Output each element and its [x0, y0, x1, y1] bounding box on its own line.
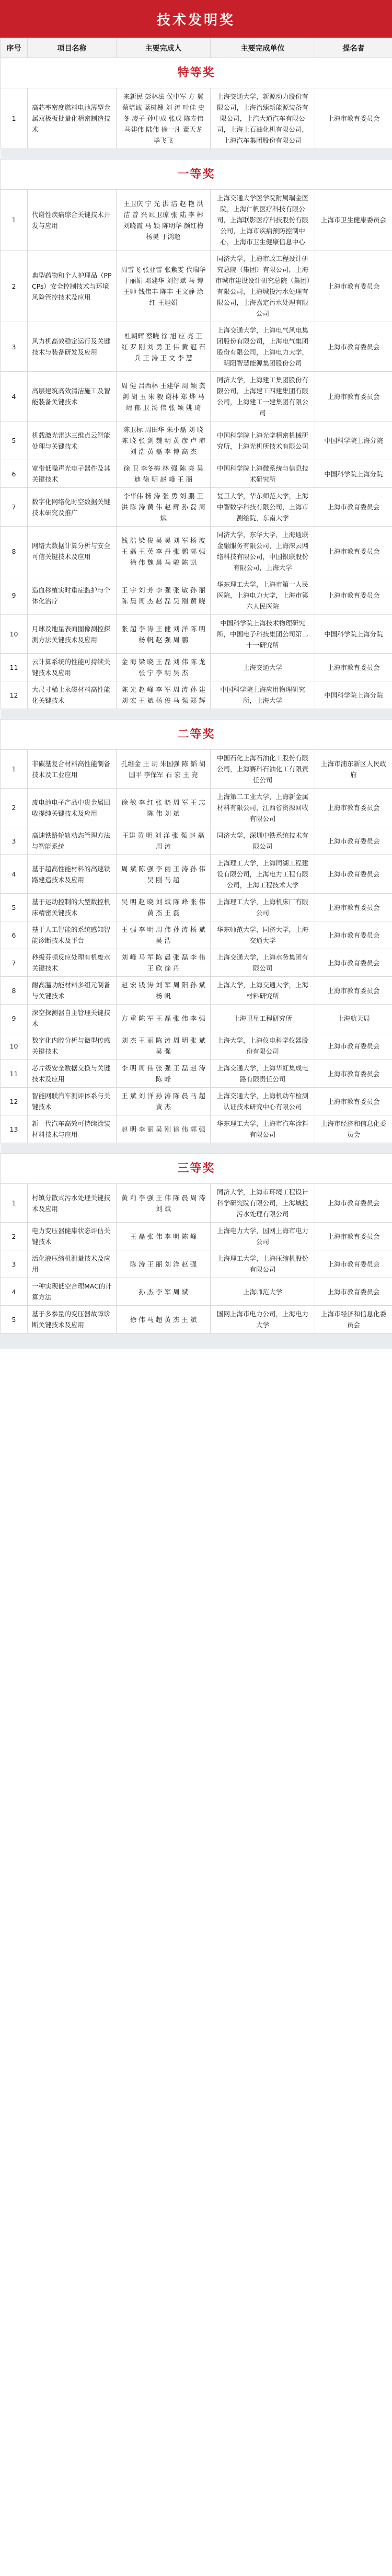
cell-nominator: 上海市教育委员会: [315, 1223, 392, 1250]
cell-project-name: 月球及地星表面图像测控探测方法关键技术及应用: [28, 615, 117, 654]
cell-project-name: 基于运动控制的大型数控机床精密关键技术: [28, 894, 117, 921]
cell-no: 3: [1, 322, 28, 372]
cell-no: 7: [1, 488, 28, 527]
cell-no: 2: [1, 250, 28, 322]
page-title-text: 技术发明奖: [156, 12, 235, 28]
cell-project-name: 村镇分散式污水处理关键技术及应用: [28, 1184, 117, 1223]
header-nominator: 提名者: [315, 38, 392, 58]
cell-project-name: 造血移植实时重症监护与个体化治疗: [28, 576, 117, 615]
cell-no: 1: [1, 1184, 28, 1223]
header-name: 项目名称: [28, 38, 117, 58]
cell-nominator: 上海市教育委员会: [315, 1184, 392, 1223]
cell-persons: 徐 卫 李冬梅 林 强 陈 亮 吴 迪 徐 明 赵 峰 王 丽: [117, 460, 211, 488]
cell-no: 12: [1, 681, 28, 709]
section-spacer-cell: [1, 1143, 392, 1154]
cell-project-name: 基于人工智能的系统感知智能诊断技术及平台: [28, 921, 117, 949]
cell-no: 5: [1, 894, 28, 921]
table-row: [1, 1250, 392, 1278]
cell-units: 上海交通大学，上海机动车检测认证技术研究中心有限公司: [211, 1088, 315, 1115]
cell-persons: 刘 杰 王 丽 陈 涛 周 明 张 斌 吴 强: [117, 1032, 211, 1060]
cell-persons: 张 超 李 涛 王 健 刘 洋 陈 明 杨 帆 赵 强 周 鹏: [117, 615, 211, 654]
cell-project-name: 机载激光雷达三维点云智能处理与关键技术: [28, 421, 117, 460]
section-spacer: [1, 149, 392, 159]
cell-no: 11: [1, 654, 28, 681]
cell-persons: 钱 浩 梁 俊 吴 昊 刘 军 杨 波 王 磊 王 英 李 丹 张 鹏 郭 强 徐 伟 魏 晨 马 骏 陈 凯: [117, 527, 211, 576]
cell-project-name: 云计算系统的性能可持续关键技术及应用: [28, 654, 117, 681]
cell-project-name: 数字化网络化时空数据关键技术研究及推广: [28, 488, 117, 527]
table-row: [1, 949, 392, 977]
cell-persons: 陈 涛 王 丽 刘 洋 赵 强: [117, 1250, 211, 1278]
cell-project-name: 耐高温功能材料多组元制备与关键技术: [28, 977, 117, 1005]
cell-persons: 陈 光 赵 峰 李 军 周 涛 孙 建 刘 宏 王 斌 杨 俊 马 强 郑 辉: [117, 681, 211, 709]
cell-nominator: 中国科学院上海分院: [315, 460, 392, 488]
cell-persons: 李 明 周 伟 张 强 王 磊 赵 涛 陈 峰: [117, 1060, 211, 1088]
cell-units: 中国科学院上海光学精密机械研究所，上海光机所技术有限公司: [211, 421, 315, 460]
cell-units: 上海第二工业大学，上海新金属材料有限公司，江西省资源回收有限公司: [211, 789, 315, 827]
cell-units: 中国科学院上海微系统与信息技术研究所: [211, 460, 315, 488]
cell-units: 上海电力大学，国网上海市电力公司: [211, 1223, 315, 1250]
table-row: [1, 421, 392, 460]
table-row: [1, 250, 392, 322]
cell-project-name: 宽带低噪声光电子器件及其关键技术: [28, 460, 117, 488]
cell-nominator: 上海市教育委员会: [315, 654, 392, 681]
table-row: [1, 1060, 392, 1088]
cell-units: 上海交通大学，上海电气风电集团股份有限公司，上海电气集团股份有限公司，上海电力大学，明阳智慧能源集团股份公司: [211, 322, 315, 372]
cell-units: 上海交通大学医学院附属瑞金医院，上海仁帆医疗科技有限公司，上海联影医疗科技股份有限公司，上海市疾病预防控制中心，上海市卫生健康信息中心: [211, 190, 315, 250]
table-row: [1, 827, 392, 855]
cell-no: 7: [1, 949, 28, 977]
cell-units: 上海师范大学: [211, 1278, 315, 1306]
table-row: [1, 1278, 392, 1306]
cell-nominator: 上海市教育委员会: [315, 88, 392, 149]
grade-heading: 三等奖: [1, 1154, 392, 1184]
cell-project-name: 高速铁路轮轨动态管理方法与智能系统: [28, 827, 117, 855]
cell-nominator: 中国科学院上海分院: [315, 421, 392, 460]
cell-units: 复旦大学，华东师范大学，上海中智数字科技有限公司，上海市测绘院，东南大学: [211, 488, 315, 527]
cell-project-name: 智能网联汽车测评体系与关键技术: [28, 1088, 117, 1115]
table-row: [1, 527, 392, 576]
cell-project-name: 高芯率密度燃料电池薄型金属双极板批量化精密制造技术: [28, 88, 117, 149]
cell-units: 同济大学，上海建工集团股份有限公司，上海建工四建集团有限公司，上海建工一建集团有限公司: [211, 372, 315, 421]
cell-nominator: 上海市教育委员会: [315, 488, 392, 527]
cell-units: 华东理工大学，上海市汽车涂料有限公司: [211, 1115, 315, 1143]
cell-units: 上海理工大学，上海压缩机股份有限公司: [211, 1250, 315, 1278]
table-row: [1, 894, 392, 921]
cell-project-name: 高层建筑高效清洁施工及智能装备关键技术: [28, 372, 117, 421]
table-row: [1, 1032, 392, 1060]
cell-persons: 王 磊 张 伟 李 明 陈 峰: [117, 1223, 211, 1250]
cell-persons: 杜朝辉 蔡晓 徐 旭 应 亮 王 红 罗 刚 刘 勇 王 伟 黄 冠 石 兵 王 涛 王 文 李 慧: [117, 322, 211, 372]
cell-units: 中国科学院上海技术物理研究所，中国电子科技集团公司第二十一研究所: [211, 615, 315, 654]
cell-no: 4: [1, 1278, 28, 1306]
cell-project-name: 典型药物和个人护理品（PPCPs）安全控制技术与环境风险管控技术及应用: [28, 250, 117, 322]
cell-units: 同济大学，上海市政工程设计研究总院（集团）有限公司，上海市城市建设设计研究总院（集团）有限公司，上海城投污水处理有限公司，上海嘉定污水处理有限公司: [211, 250, 315, 322]
table-row: [1, 1184, 392, 1223]
cell-nominator: 上海市教育委员会: [315, 949, 392, 977]
page-footer: [0, 1333, 392, 1349]
cell-persons: 孔维金 王 玥 朱国强 陈 韬 胡国平 李保军 石 宏 王 亮: [117, 750, 211, 789]
table-row: [1, 681, 392, 709]
cell-units: 上海理工大学，上海同湖工程建设有限公司，上海电力工程有限公司，上海工程技术大学: [211, 855, 315, 894]
table-row: [1, 855, 392, 894]
table-row: [1, 789, 392, 827]
cell-units: 中国科学院上海应用物理研究所，上海大学: [211, 681, 315, 709]
cell-nominator: 上海市教育委员会: [315, 789, 392, 827]
section-spacer-cell: [1, 149, 392, 159]
cell-project-name: 电力变压器健康状态评估关键技术: [28, 1223, 117, 1250]
cell-units: 华东师范大学，同济大学，上海交通大学: [211, 921, 315, 949]
section-spacer: [1, 709, 392, 720]
cell-nominator: 中国科学院上海分院: [315, 615, 392, 654]
award-table: [0, 38, 392, 1333]
table-row: [1, 1115, 392, 1143]
cell-nominator: 上海市教育委员会: [315, 921, 392, 949]
cell-project-name: 芯片级安全数据交换与关键技术及应用: [28, 1060, 117, 1088]
cell-units: 上海卫星工程研究所: [211, 1005, 315, 1032]
cell-project-name: 活化液压缩机测量技术及应用: [28, 1250, 117, 1278]
cell-persons: 徐 敏 李 红 张 晓 周 军 王 志 陈 伟 刘 斌: [117, 789, 211, 827]
cell-no: 5: [1, 421, 28, 460]
cell-no: 6: [1, 460, 28, 488]
cell-no: 13: [1, 1115, 28, 1143]
cell-persons: 黄 莉 李 强 王 伟 陈 晨 周 涛 刘 斌: [117, 1184, 211, 1223]
cell-no: 11: [1, 1060, 28, 1088]
cell-project-name: 基于超高性能材料的高速铁路建造技术及应用: [28, 855, 117, 894]
cell-nominator: 上海市教育委员会: [315, 1278, 392, 1306]
table-row: [1, 460, 392, 488]
cell-no: 1: [1, 190, 28, 250]
cell-nominator: 上海市教育委员会: [315, 977, 392, 1005]
cell-persons: 刘 峰 马 军 陈 晨 张 磊 李 伟 王 欣 徐 丹: [117, 949, 211, 977]
header-persons: 主要完成人: [117, 38, 211, 58]
cell-no: 1: [1, 750, 28, 789]
cell-nominator: 上海市教育委员会: [315, 372, 392, 421]
table-row: [1, 1005, 392, 1032]
cell-no: 9: [1, 576, 28, 615]
table-row: [1, 372, 392, 421]
cell-units: 国网上海市电力公司，上海电力大学: [211, 1306, 315, 1333]
table-row: [1, 576, 392, 615]
cell-no: 2: [1, 789, 28, 827]
cell-nominator: 上海市教育委员会: [315, 250, 392, 322]
cell-no: 3: [1, 1250, 28, 1278]
cell-project-name: 数字化内腔分析与微型传感关键技术: [28, 1032, 117, 1060]
cell-persons: 王卫庆 宁 光 洪 洁 赵 艳 洪 洁 曾 兴 顾卫琼 张 陆 李 彬 刘晓霞 马 颖 陈明华 颜红梅 杨昊 于鸿超: [117, 190, 211, 250]
cell-nominator: 上海市教育委员会: [315, 1088, 392, 1115]
grade-heading: 一等奖: [1, 159, 392, 190]
cell-persons: 赵 宏 钱 涛 刘 军 周 阳 孙 斌 杨 帆: [117, 977, 211, 1005]
header-no: 序号: [1, 38, 28, 58]
cell-project-name: 代谢性疾病综合关键技术开发与应用: [28, 190, 117, 250]
cell-nominator: 上海市教育委员会: [315, 827, 392, 855]
cell-units: 上海大学，上海仪电科学仪器股份有限公司: [211, 1032, 315, 1060]
cell-persons: 周 斌 陈 强 李 丽 王 涛 孙 伟 吴 刚 马 超: [117, 855, 211, 894]
cell-nominator: 上海市教育委员会: [315, 322, 392, 372]
cell-no: 5: [1, 1306, 28, 1333]
section-spacer-cell: [1, 709, 392, 720]
cell-no: 4: [1, 855, 28, 894]
cell-units: 上海理工大学，上海机床厂有限公司: [211, 894, 315, 921]
table-row: [1, 654, 392, 681]
cell-project-name: 深空探测器自主管理关键技术: [28, 1005, 117, 1032]
cell-units: 同济大学，深圳中铁系统技术有限公司: [211, 827, 315, 855]
cell-no: 6: [1, 921, 28, 949]
award-table-body: [1, 58, 392, 1333]
cell-project-name: 基于多参量的变压器故障诊断关键技术及应用: [28, 1306, 117, 1333]
cell-persons: 李华伟 杨 涛 张 勇 刘 鹏 王 洪 陈 涛 黄 伟 赵 辉 孙 磊 周 斌: [117, 488, 211, 527]
header-units: 主要完成单位: [211, 38, 315, 58]
cell-nominator: 上海市教育委员会: [315, 894, 392, 921]
cell-nominator: 上海市教育委员会: [315, 527, 392, 576]
cell-persons: 来新民 彭林法 侯中军 方 翼 蔡培诚 蓝树槐 刘 涛 叶佳 史冬 凌子 孙中成 张成 陈寿伟 马建伟 陆伟 徐一凡 董天龙 毕飞飞: [117, 88, 211, 149]
table-row: [1, 322, 392, 372]
table-row: [1, 1306, 392, 1333]
cell-persons: 周 健 吕西林 王建华 周 颖 龚 剑 胡 玉 朱 毅 谢林 郑 烨 马 靖 郁 卫 汤 伟 张 颖 姚 琦: [117, 372, 211, 421]
cell-nominator: 上海市浦东新区人民政府: [315, 750, 392, 789]
table-header-row: [1, 38, 392, 58]
grade-heading-row: [1, 58, 392, 88]
cell-no: 10: [1, 1032, 28, 1060]
table-row: [1, 190, 392, 250]
cell-persons: 金 海 梁 晓 王 磊 刘 伟 陈 龙 张 宁 李 明 吴 杰: [117, 654, 211, 681]
table-row: [1, 88, 392, 149]
cell-no: 8: [1, 977, 28, 1005]
cell-nominator: 上海市教育委员会: [315, 1060, 392, 1088]
cell-units: 中国石化上海石油化工股份有限公司，上海赛科石油化工有限责任公司: [211, 750, 315, 789]
cell-project-name: 非碳基复合材料高性能制备技术及工业应用: [28, 750, 117, 789]
cell-nominator: 上海市教育委员会: [315, 1250, 392, 1278]
cell-project-name: 风力机高效稳定运行及关键技术与装备研发及应用: [28, 322, 117, 372]
cell-no: 10: [1, 615, 28, 654]
cell-no: 9: [1, 1005, 28, 1032]
cell-no: 2: [1, 1223, 28, 1250]
table-row: [1, 1223, 392, 1250]
cell-project-name: 大尺寸稀土永磁材料高性能化关键技术: [28, 681, 117, 709]
grade-heading-row: [1, 159, 392, 190]
cell-nominator: 上海市教育委员会: [315, 576, 392, 615]
cell-persons: 孙 杰 李 军 周 斌: [117, 1278, 211, 1306]
cell-units: 上海交通大学，上海华虹集成电路有限责任公司: [211, 1060, 315, 1088]
cell-nominator: 上海市经济和信息化委员会: [315, 1306, 392, 1333]
cell-units: 上海交通大学，上海水务集团有限公司: [211, 949, 315, 977]
cell-units: 华东理工大学，上海市第一人民医院，上海电力大学，上海市第六人民医院: [211, 576, 315, 615]
table-row: [1, 921, 392, 949]
table-row: [1, 488, 392, 527]
table-row: [1, 977, 392, 1005]
grade-heading: 特等奖: [1, 58, 392, 88]
grade-heading: 二等奖: [1, 720, 392, 750]
table-row: [1, 750, 392, 789]
cell-persons: 王 宇 刘 芳 李 强 张 敏 孙 丽 陈 晨 周 杰 赵 磊 吴 刚 黄 晓: [117, 576, 211, 615]
page-title: [0, 0, 392, 38]
cell-project-name: 一种实现低空合理MAC的计算方法: [28, 1278, 117, 1306]
cell-persons: 周雪飞 张亚雷 张紫雯 代瑞华 于丽娟 邓建华 刘智斌 马 博 王帅 钱伟丰 陈丰 王文静 涂红 王旭娟: [117, 250, 211, 322]
cell-no: 1: [1, 88, 28, 149]
cell-persons: 王 斌 刘 洋 孙 涛 陈 晨 马 超 黄 杰: [117, 1088, 211, 1115]
cell-no: 4: [1, 372, 28, 421]
table-row: [1, 615, 392, 654]
cell-units: 上海交通大学，新源动力股份有限公司，上海治臻新能源装备有限公司，上汽大通汽车有限公司，上海上石油化机有限公司，上海汽车集团股份有限公司: [211, 88, 315, 149]
cell-persons: 赵 明 李 丽 吴 刚 徐 伟 郭 强: [117, 1115, 211, 1143]
cell-units: 同济大学，东华大学，上海通联金融服务有限公司，上海深云网络科技有限公司，中国银联股份有限公司，上海大学: [211, 527, 315, 576]
cell-no: 3: [1, 827, 28, 855]
cell-no: 12: [1, 1088, 28, 1115]
cell-persons: 吴 明 赵 晓 刘 斌 陈 峰 张 伟 黄 杰 王 磊: [117, 894, 211, 921]
cell-units: 上海大学，上海交通大学，上海材料研究所: [211, 977, 315, 1005]
cell-persons: 方 重 陈 军 王 磊 张 伟 李 强: [117, 1005, 211, 1032]
section-spacer: [1, 1143, 392, 1154]
cell-project-name: 新一代汽车高效可持续涂装材料技术与应用: [28, 1115, 117, 1143]
cell-nominator: 上海市卫生健康委员会: [315, 190, 392, 250]
grade-heading-row: [1, 1154, 392, 1184]
cell-nominator: 上海市教育委员会: [315, 1032, 392, 1060]
cell-persons: 王建 黄 明 刘 洋 张 强 赵 磊 周 涛: [117, 827, 211, 855]
cell-project-name: 废电池电子产品中贵金属回收提纯关键技术及应用: [28, 789, 117, 827]
table-row: [1, 1088, 392, 1115]
cell-units: 上海交通大学: [211, 654, 315, 681]
cell-nominator: 上海航天局: [315, 1005, 392, 1032]
cell-nominator: 中国科学院上海分院: [315, 681, 392, 709]
cell-project-name: 秒级芬顿反应处理有机废水关键技术: [28, 949, 117, 977]
grade-heading-row: [1, 720, 392, 750]
cell-persons: 王 强 李 明 周 伟 孙 涛 杨 斌 吴 浩: [117, 921, 211, 949]
cell-persons: 徐 伟 马 超 黄 杰 王 斌: [117, 1306, 211, 1333]
cell-persons: 陈卫标 周田华 朱小磊 刘 晓 陈 晓 张 剑 魏 明 黄 彦 卢 沛 刘 浩 黄 磊 李 博 高 杰: [117, 421, 211, 460]
cell-nominator: 上海市经济和信息化委员会: [315, 1115, 392, 1143]
cell-no: 8: [1, 527, 28, 576]
cell-units: 同济大学，上海市环境工程设计科学研究院有限公司，上海城投污水处理有限公司: [211, 1184, 315, 1223]
cell-project-name: 网络大数据计算分析与安全可信关键技术及应用: [28, 527, 117, 576]
cell-nominator: 上海市教育委员会: [315, 855, 392, 894]
